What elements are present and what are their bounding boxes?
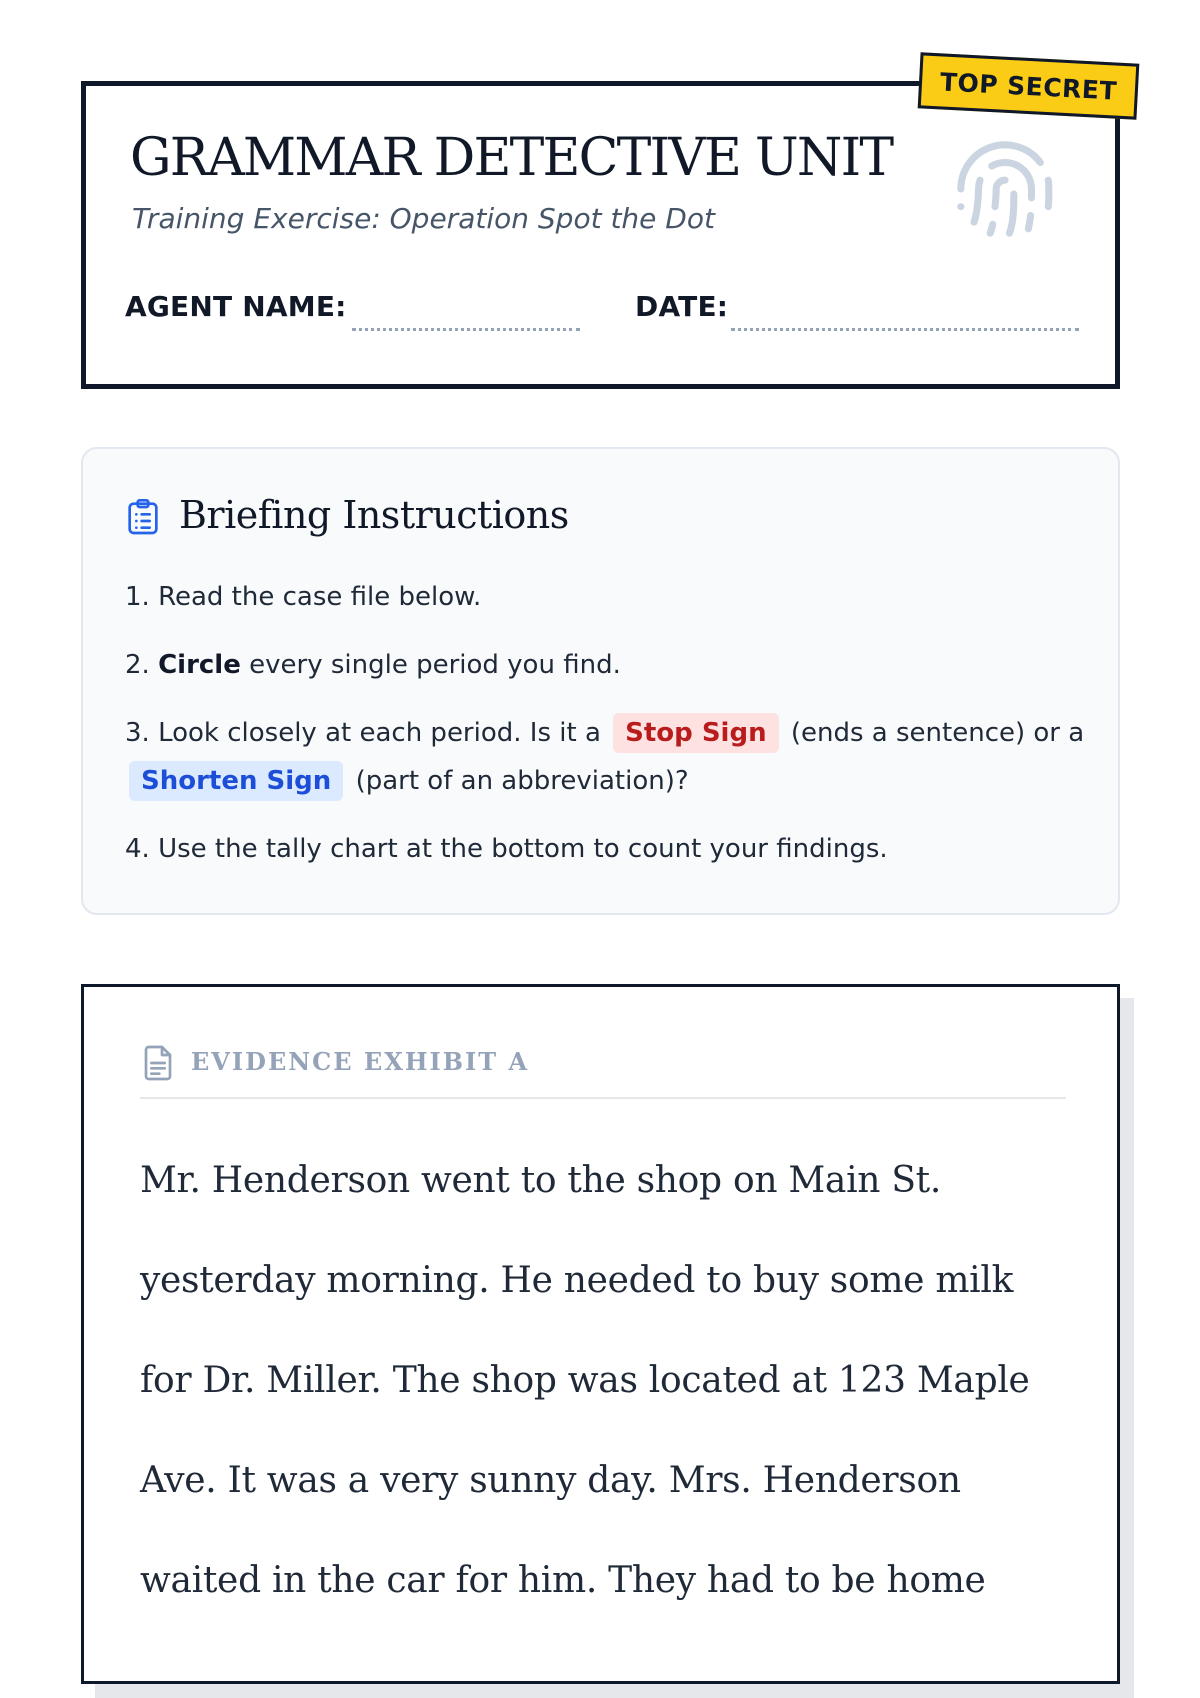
page-title: GRAMMAR DETECTIVE UNIT: [130, 128, 893, 188]
top-secret-stamp: TOP SECRET: [918, 52, 1140, 119]
step-2-text: every single period you find.: [249, 650, 621, 680]
clipboard-list-icon: [127, 498, 159, 536]
step-3-middle: (ends a sentence) or a: [790, 718, 1085, 748]
briefing-title: Briefing Instructions: [179, 493, 569, 537]
evidence-label: EVIDENCE EXHIBIT A: [191, 1047, 530, 1076]
date-field[interactable]: [731, 328, 1079, 331]
step-3-suffix: (part of an abbreviation)?: [355, 766, 689, 796]
shorten-sign-tag: Shorten Sign: [129, 761, 343, 801]
briefing-card: [81, 447, 1120, 915]
stop-sign-tag: Stop Sign: [613, 713, 778, 753]
step-3-text: 3. Look closely at each period. Is it a: [125, 718, 601, 748]
fingerprint-icon: [952, 136, 1058, 242]
instruction-step-3: [125, 709, 1085, 805]
agent-name-label: AGENT NAME:: [125, 290, 347, 323]
date-label: DATE:: [635, 290, 729, 323]
document-icon: [142, 1044, 174, 1082]
agent-name-field[interactable]: [352, 328, 580, 331]
step-2-emphasis: Circle: [158, 650, 241, 680]
header-card: [81, 81, 1120, 389]
instruction-step-1: 1. Read the case file below.: [125, 582, 482, 612]
instruction-step-2: [125, 641, 1085, 689]
evidence-passage[interactable]: Mr. Henderson went to the shop on Main St. yesterday morning. He needed to buy some milk for Dr. Miller. The shop was located at 123 Maple Ave. It was a very sunny day. Mrs. Henderson waited in the car for him. They had to be home: [140, 1160, 1030, 1601]
page-subtitle: Training Exercise: Operation Spot the Dot: [132, 202, 715, 235]
evidence-divider: [140, 1097, 1066, 1099]
evidence-card: [81, 984, 1120, 1684]
step-2-number: 2.: [125, 650, 150, 680]
instruction-step-4: 4. Use the tally chart at the bottom to count your findings.: [125, 834, 888, 864]
